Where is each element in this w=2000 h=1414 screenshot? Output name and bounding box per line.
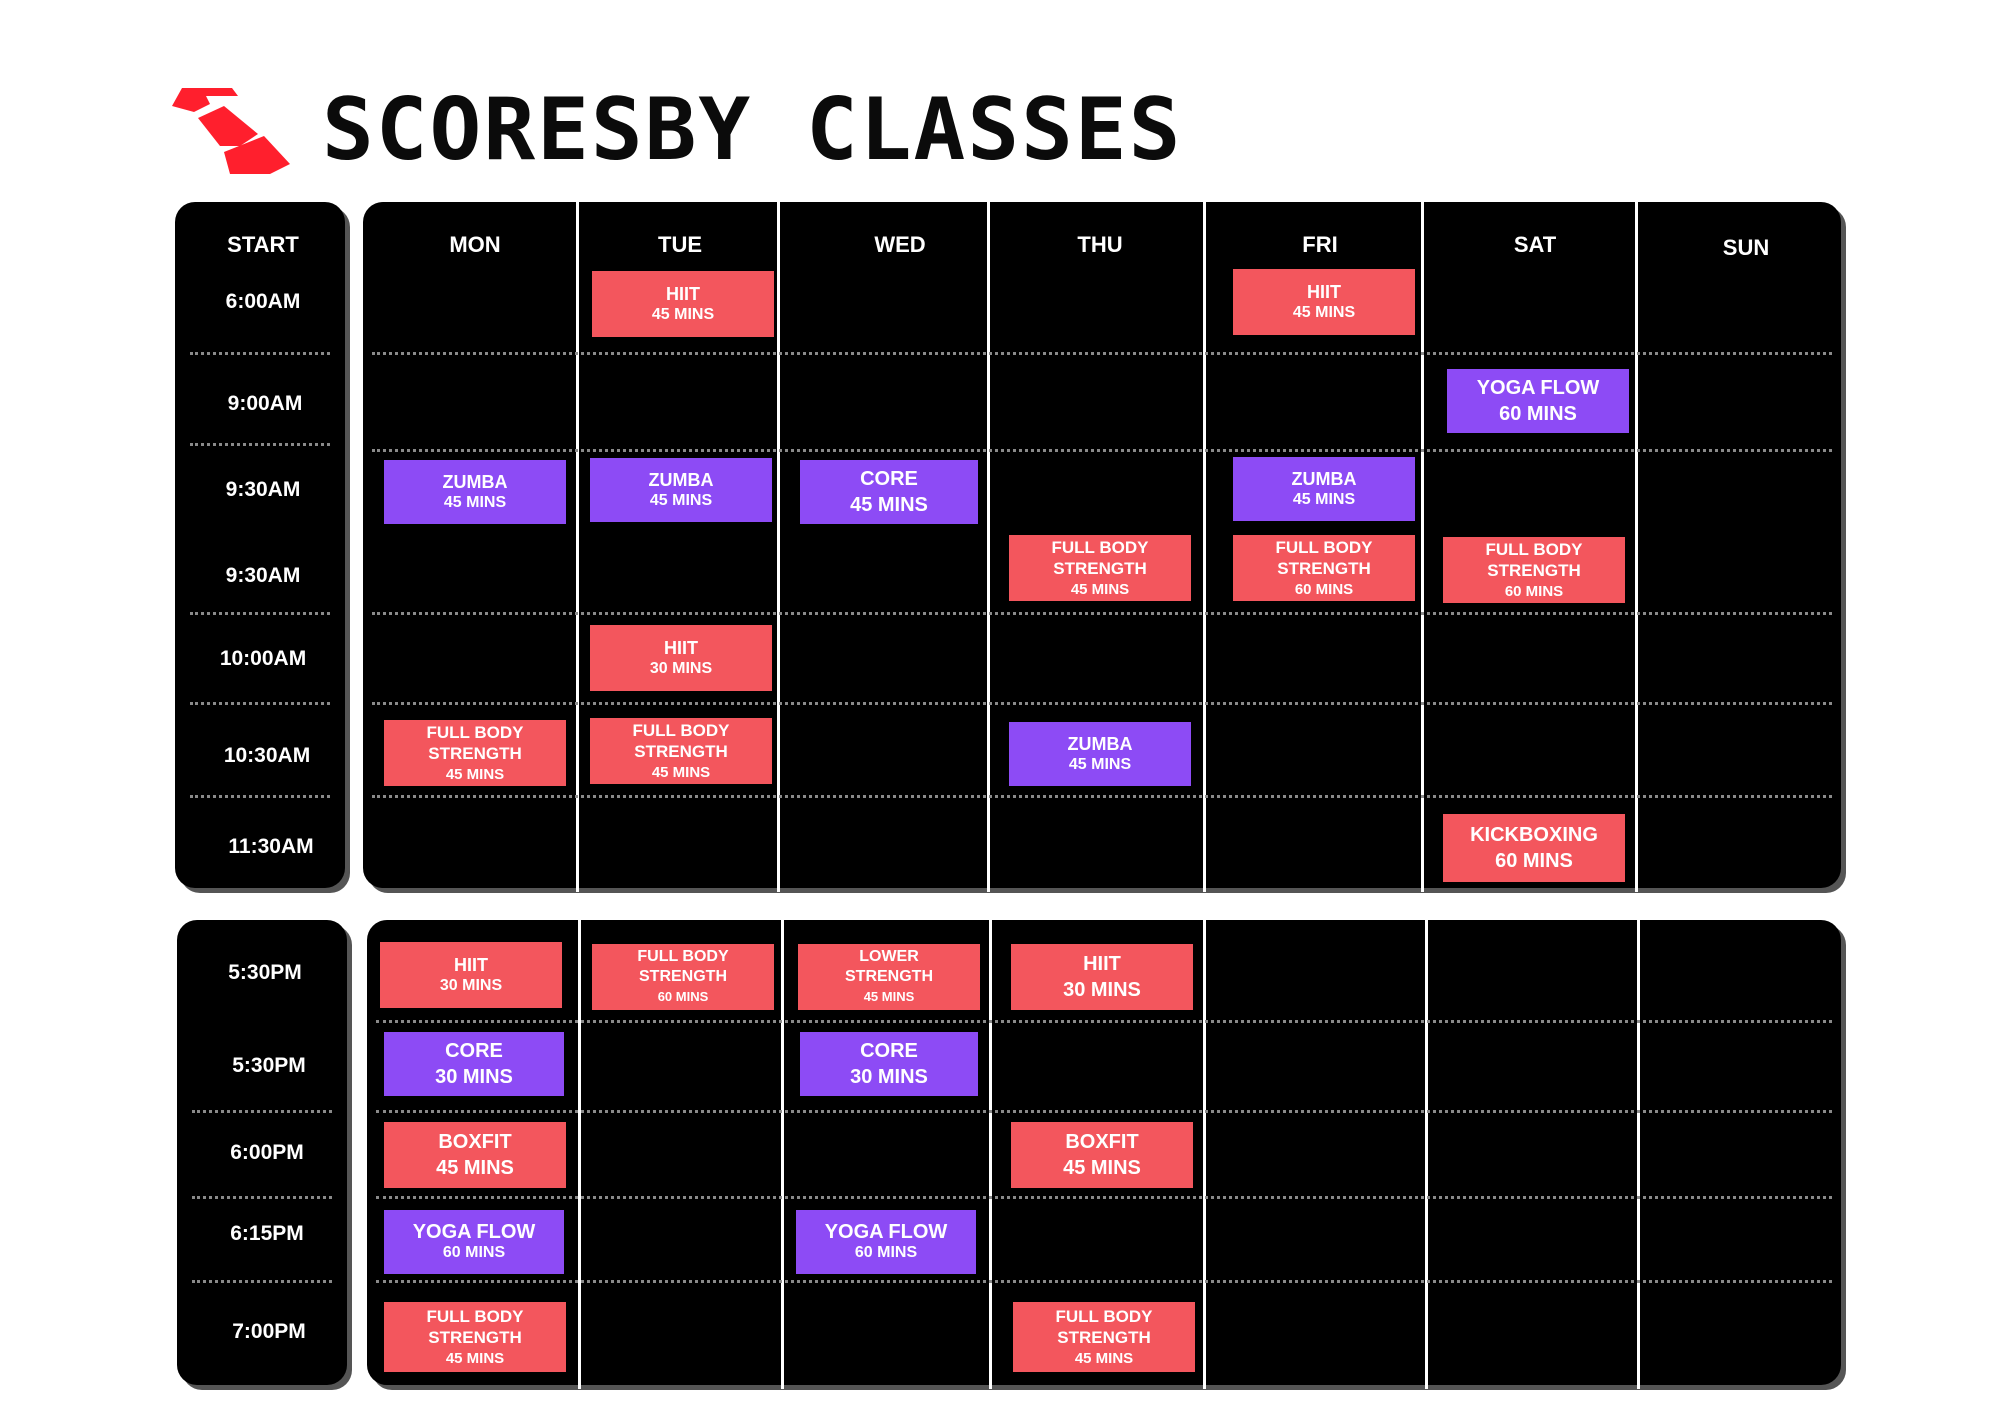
row-divider [192,1280,332,1283]
time-label: 7:00PM [232,1320,306,1343]
row-divider [190,352,330,355]
class-block-full-body-strength[interactable]: FULL BODY STRENGTH 45 MINS [590,718,772,784]
column-header-thu: THU [1077,232,1123,257]
class-block-core[interactable]: CORE 30 MINS [384,1032,564,1096]
column-divider [781,920,784,1389]
row-divider [190,702,330,705]
class-block-lower-strength[interactable]: LOWER STRENGTH 45 MINS [798,944,980,1010]
class-block-full-body-strength[interactable]: FULL BODY STRENGTH 60 MINS [1443,537,1625,603]
column-divider [989,920,992,1389]
column-divider [1635,202,1638,892]
class-block-hiit[interactable]: HIIT 45 MINS [1233,269,1415,335]
class-block-core[interactable]: CORE 45 MINS [800,460,978,524]
row-divider [372,352,1832,355]
row-divider [190,795,330,798]
class-block-full-body-strength[interactable]: FULL BODY STRENGTH 45 MINS [384,1302,566,1372]
time-label: 6:00AM [225,290,301,313]
row-divider [372,702,1832,705]
column-divider [1421,202,1424,892]
class-block-boxfit[interactable]: BOXFIT 45 MINS [1011,1122,1193,1188]
column-header-tue: TUE [658,232,702,257]
class-block-full-body-strength[interactable]: FULL BODY STRENGTH 45 MINS [1013,1302,1195,1372]
row-divider [372,449,1832,452]
time-label: 9:30AM [225,478,301,501]
class-block-hiit[interactable]: HIIT 30 MINS [380,942,562,1008]
page-title: SCORESBY CLASSES [322,80,1183,180]
row-divider [372,795,1832,798]
class-block-zumba[interactable]: ZUMBA 45 MINS [590,458,772,522]
column-header-start: START [227,232,299,257]
column-divider [578,920,581,1389]
column-header-sun: SUN [1722,235,1770,260]
row-divider [192,1196,332,1199]
column-header-mon: MON [449,232,501,257]
column-divider [1637,920,1640,1389]
class-block-yoga-flow[interactable]: YOGA FLOW 60 MINS [796,1210,976,1274]
row-divider [190,612,330,615]
column-divider [1203,202,1206,892]
row-divider [372,612,1832,615]
column-header-fri: FRI [1302,232,1338,257]
time-label: 9:00AM [227,392,303,415]
s-logo-icon [172,86,292,178]
column-divider [1425,920,1428,1389]
class-block-zumba[interactable]: ZUMBA 45 MINS [1009,722,1191,786]
class-block-zumba[interactable]: ZUMBA 45 MINS [1233,457,1415,521]
class-block-hiit[interactable]: HIIT 30 MINS [1011,944,1193,1010]
class-block-yoga-flow[interactable]: YOGA FLOW 60 MINS [384,1210,564,1274]
time-label: 6:15PM [230,1222,304,1245]
class-block-yoga-flow[interactable]: YOGA FLOW 60 MINS [1447,369,1629,433]
class-block-full-body-strength[interactable]: FULL BODY STRENGTH 60 MINS [1233,535,1415,601]
time-label: 5:30PM [228,961,302,984]
class-block-full-body-strength[interactable]: FULL BODY STRENGTH 45 MINS [1009,535,1191,601]
time-label: 11:30AM [228,835,314,858]
column-divider [777,202,780,892]
class-block-kickboxing[interactable]: KICKBOXING 60 MINS [1443,814,1625,882]
column-header-wed: WED [874,232,926,257]
column-divider [987,202,990,892]
class-block-full-body-strength[interactable]: FULL BODY STRENGTH 60 MINS [592,944,774,1010]
column-divider [1203,920,1206,1389]
class-block-full-body-strength[interactable]: FULL BODY STRENGTH 45 MINS [384,720,566,786]
time-label: 5:30PM [232,1054,306,1077]
time-label: 6:00PM [230,1141,304,1164]
time-label: 10:30AM [223,744,311,767]
time-label: 9:30AM [225,564,301,587]
row-divider [376,1020,1832,1023]
class-block-boxfit[interactable]: BOXFIT 45 MINS [384,1122,566,1188]
row-divider [192,1110,332,1113]
class-block-hiit[interactable]: HIIT 30 MINS [590,625,772,691]
class-block-hiit[interactable]: HIIT 45 MINS [592,271,774,337]
row-divider [376,1110,1832,1113]
row-divider [376,1280,1832,1283]
class-block-core[interactable]: CORE 30 MINS [800,1032,978,1096]
row-divider [376,1196,1832,1199]
column-header-sat: SAT [1513,232,1557,257]
time-label: 10:00AM [219,647,307,670]
row-divider [190,443,330,446]
header [172,80,1572,180]
column-divider [576,202,579,892]
class-block-zumba[interactable]: ZUMBA 45 MINS [384,460,566,524]
